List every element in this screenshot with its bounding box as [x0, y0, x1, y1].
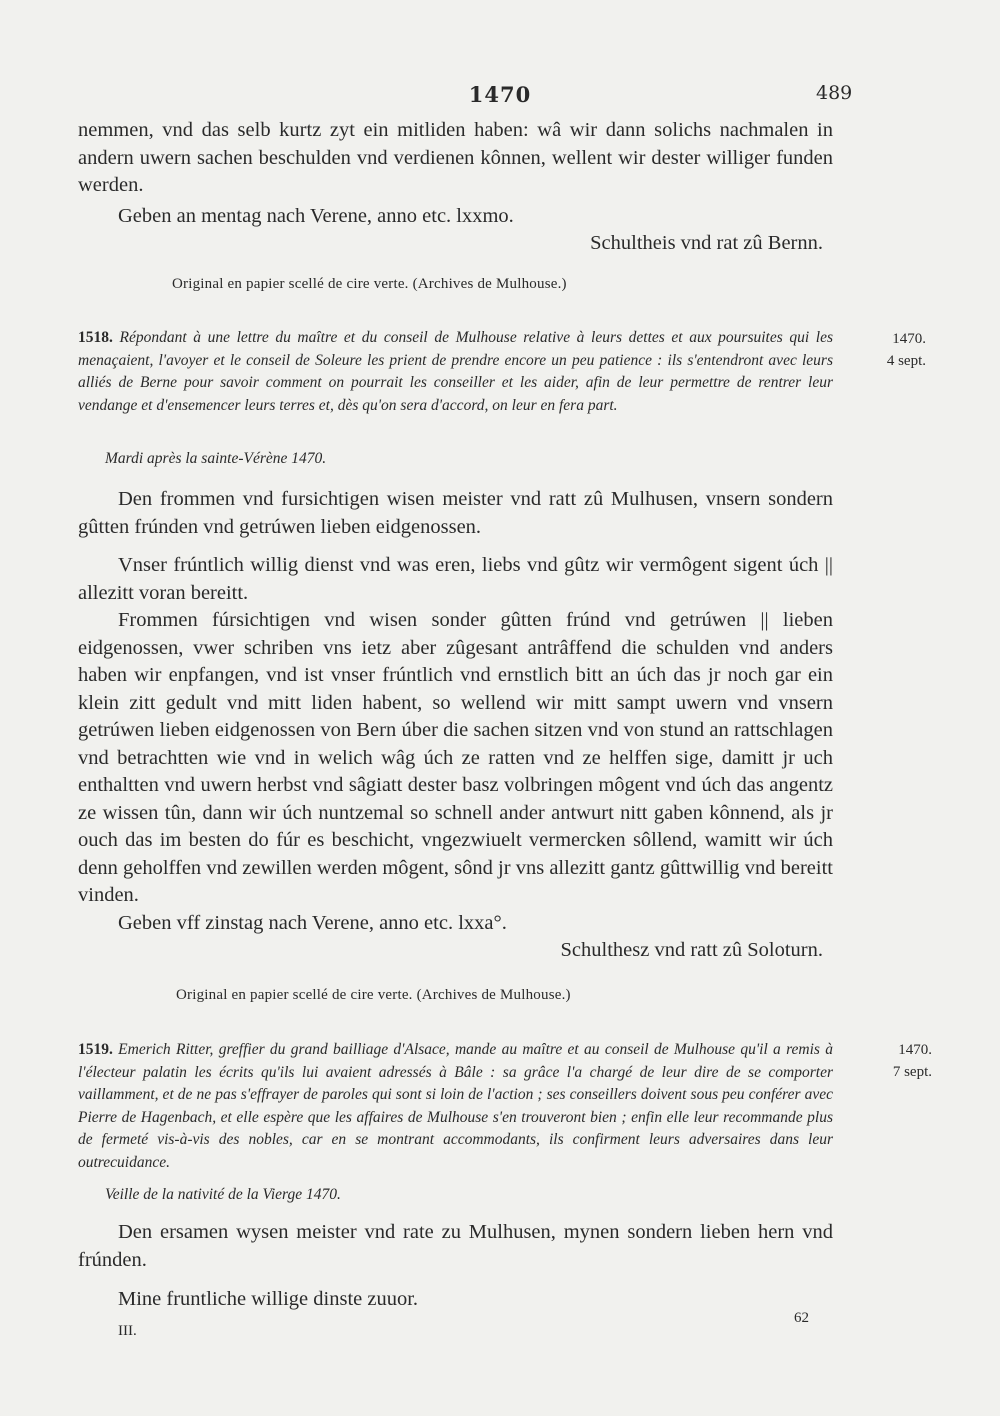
regest-date-1518: Mardi après la sainte-Vérène 1470. — [105, 450, 327, 467]
signature-mark: III. — [118, 1323, 137, 1339]
continuation-signature: Schultheis vnd rat zû Bernn. — [590, 232, 823, 254]
margin-year: 1470. — [892, 331, 926, 347]
letter-body: Frommen fúrsichtigen vnd wisen sonder gûtten frúnd vnd getrúwen || lieben eidgenossen, vwer schriben vns ietz aber zûgesant antrâffend die schulden vnd anders haben wir enpfangen, vnd ist vnser frúntlich vnd ernstlich bitt an úch das jr noch gar ein klein zitt gedult vnd mitt liden habent, so wellend wir mitt sampt uwern vnd vnsern getrúwen lieben eidgenossen von Bern úber die sachen sitzen vnd von stund an rattschlagen vnd betrachtten wie vnd in welich wâg úch ze ratten vnd ze helffen sige, damitt jr uch enthaltten vnd uwern herbst vnd sâgiatt dester basz volbringen môgent vnd úch das angentz ze wissen tûn, dann wir úch nuntzemal so schnell ander antwurt nitt gaben kônnend, als jr ouch das im besten do fúr es beschicht, vngezwiuelt vermercken sôllend, wamitt wir úch denn geholffen vnd zewillen werden môgent, sônd jr vns allezitt gantz gûttwillig vnd bereitt vinden. — [78, 609, 833, 906]
continuation-text: nemmen, vnd das selb kurtz zyt ein mitliden haben: wâ wir dann solichs nachmalen in andern uwern sachen beschulden vnd verdienen kônnen, wellent wir dester williger funden werden. — [78, 119, 833, 196]
continuation-source-note: Original en papier scellé de cire verte. (Archives de Mulhouse.) — [172, 276, 567, 292]
letter-greeting: Vnser frúntlich willig dienst vnd was eren, liebs vnd gûtz wir vermôgent sigent úch || allezitt voran bereitt. — [78, 554, 833, 604]
margin-date-1518 — [856, 328, 926, 372]
letter-1518-source-note: Original en papier scellé de cire verte. (Archives de Mulhouse.) — [176, 987, 571, 1003]
margin-date-1519 — [862, 1039, 932, 1083]
letter-dating: Geben vff zinstag nach Verene, anno etc. lxxa°. — [118, 911, 507, 934]
letter-greeting: Mine fruntliche willige dinste zuuor. — [118, 1288, 419, 1310]
margin-year: 1470. — [898, 1042, 932, 1058]
margin-day: 4 sept. — [886, 353, 926, 369]
letter-signature: Schulthesz vnd ratt zû Soloturn. — [560, 939, 823, 961]
continuation-dating: Geben an mentag nach Verene, anno etc. lxxmo. — [118, 204, 514, 227]
letter-1518 — [78, 486, 833, 965]
regest-1518 — [78, 327, 833, 417]
letter-1519 — [78, 1219, 833, 1314]
page-number: 489 — [816, 82, 853, 104]
running-head-year: 1470 — [468, 82, 532, 107]
margin-day: 7 sept. — [892, 1064, 932, 1080]
letter-address: Den ersamen wysen meister vnd rate zu Mulhusen, mynen sondern lieben hern vnd frúnden. — [78, 1221, 833, 1271]
letter-address: Den frommen vnd fursichtigen wisen meister vnd ratt zû Mulhusen, vnsern sondern gûtten frúnden vnd getrúwen lieben eidgenossen. — [78, 488, 833, 538]
regest-summary: Emerich Ritter, greffier du grand bailliage d'Alsace, mande au maître et au conseil de Mulhouse qu'il a remis à l'électeur palatin les écrits qu'ils lui avaient adressés à Bâle : sa grâce l'a chargé de leur dire de se comporter vaillamment, et de ne pas s'effrayer de paroles qui sont si loin de l'action ; ses conseillers doivent sous peu conférer avec Pierre de Hagenbach, et elle espère que les affaires de Mulhouse s'en trouveront bien ; enfin elle leur recommande plus de fermeté vis-à-vis des nobles, car en se montrant accommodants, ils confirment leurs adversaires dans leur outrecuidance. — [78, 1041, 834, 1171]
sheet-number: 62 — [794, 1310, 809, 1326]
regest-date-1519: Veille de la nativité de la Vierge 1470. — [105, 1186, 341, 1203]
continuation-block — [78, 117, 833, 258]
document-number: 1519. — [78, 1041, 113, 1058]
regest-1519 — [78, 1039, 833, 1174]
regest-summary: Répondant à une lettre du maître et du conseil de Mulhouse relative à leurs dettes et aux poursuites qui les menaçaient, l'avoyer et le conseil de Soleure les prient de prendre encore un peu patience : ils s'entendront avec leurs alliés de Berne pour savoir comment on pourrait les conseiller et les aider, afin de leur permettre de rentrer leur vendange et d'ensemencer leurs terres et, dès qu'on sera d'accord, on leur en fera part. — [78, 329, 833, 414]
document-number: 1518. — [78, 329, 113, 346]
